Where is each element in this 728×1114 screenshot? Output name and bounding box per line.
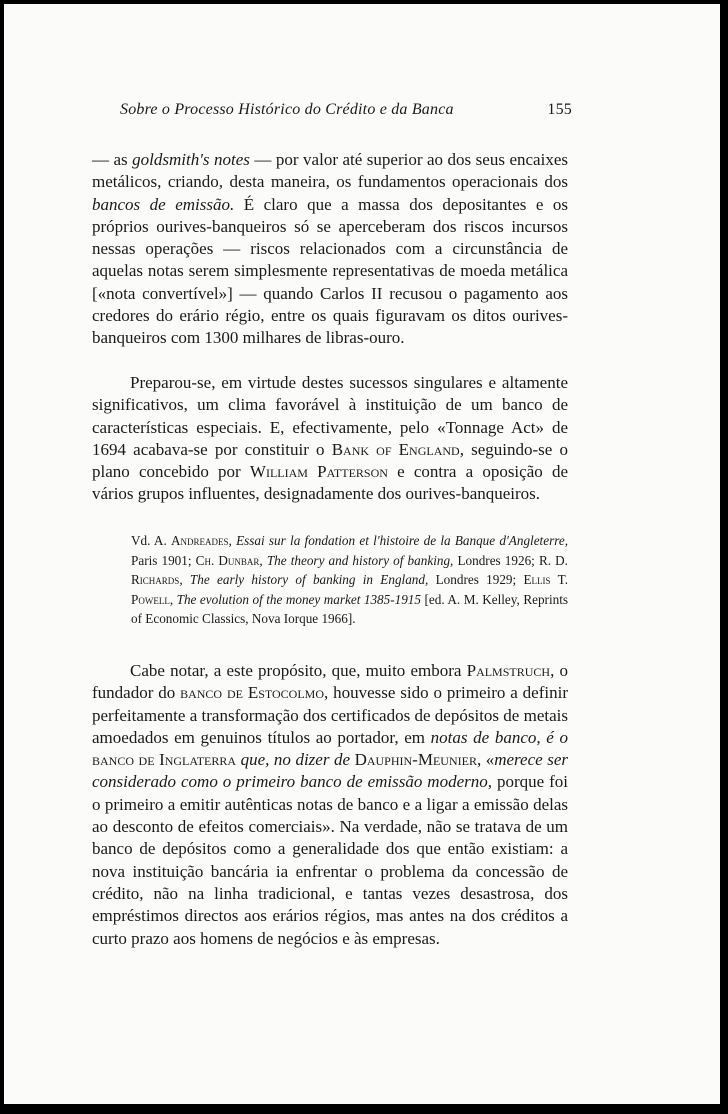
running-head: [120, 101, 572, 119]
note-work-title: The theory and history of banking,: [266, 552, 454, 568]
p1-text-2: — por valor até superior ao dos seus encaixes metálicos, criando, desta maneira, os fundamentos operacionais dos: [92, 150, 568, 192]
p1-italic-goldsmiths-notes: goldsmith's notes: [132, 150, 250, 169]
p2-smallcaps-william-patterson: William Patterson: [249, 462, 388, 482]
note-work-title: Essai sur la fondation et l'histoire de la Banque d'Angleterre,: [236, 533, 568, 548]
note-text: Londres 1926;: [453, 552, 539, 568]
note-text: ,: [259, 552, 267, 568]
note-text: ,: [179, 572, 190, 587]
p3-text: Cabe notar, a este propósito, que, muito embora: [130, 661, 467, 680]
p1-text-1: — as: [92, 150, 133, 169]
p3-italic-quote: merece ser considerado como o primeiro banco de emissão moderno,: [92, 750, 568, 792]
paragraph-1: [92, 149, 568, 350]
bibliographic-note: [131, 531, 568, 629]
p3-italic-que-no-dizer: que, no dizer de: [236, 750, 355, 770]
note-text: ,: [228, 533, 237, 548]
note-author: Andreades: [171, 533, 229, 548]
p2-smallcaps-bank-of-england: Bank of England: [331, 439, 460, 459]
note-text: Vd. A.: [131, 533, 172, 548]
p2-text-3: e contra a oposição de vários grupos influentes, designadamente dos ourives-banqueiros.: [92, 462, 568, 504]
note-author: R. D. Richards: [131, 552, 568, 587]
p3-text: porque foi o primeiro a emitir autênticas notas de banco e a ligar a emissão delas ao desconto de efeitos comerciais». Na verdade, não se tratava de um banco de depósitos como a generalidade dos que então existiam: a nova instituição bancária ia enfrentar o problema da concessão de crédito, não na linha tradicional, e tantas vezes desastrosa, dos empréstimos directos aos erários régios, mas antes na dos créditos a curto prazo aos homens de negócios e às empresas.: [92, 772, 569, 948]
note-work-title: The early history of banking in England,: [189, 572, 429, 587]
note-author: Ch. Dunbar: [195, 552, 260, 568]
p3-italic-notas-de-banco: notas de banco, é o: [430, 727, 568, 747]
note-text: Londres 1929;: [428, 572, 524, 587]
running-head-title: Sobre o Processo Histórico do Crédito e da Banca: [120, 101, 454, 118]
p3-smallcaps-banco-de-estocolmo: banco de Estocolmo: [180, 683, 324, 703]
note-text: Paris 1901;: [131, 552, 196, 568]
p3-text: , o fundador do: [92, 661, 568, 703]
p2-text-2: , seguindo-se o plano concebido por: [92, 439, 568, 482]
p3-text: , «: [476, 750, 495, 770]
p3-smallcaps-palmstruch: Palmstruch: [466, 661, 551, 680]
p3-smallcaps-dauphin-meunier: Dauphin-Meunier: [354, 750, 477, 770]
p3-text: , houvesse sido o primeiro a definir perfeitamente a transformação dos certificados de depósitos de metais amoedados em genuinos títulos ao portador, em: [92, 683, 568, 747]
note-text: [ed. A. M. Kelley, Reprints of Economic Classics, Nova Iorque 1966].: [131, 591, 569, 626]
p1-text-3: É claro que a massa dos depositantes e os próprios ourives-banqueiros só se aperceberam dos riscos incursos nessas operações — riscos relacionados com a circunstância de aquelas notas serem simplesmente representativas de moeda metálica [«nota convertível»] — quando Carlos II recusou o pagamento aos credores do erário régio, entre os quais figuravam os ditos ourives-banqueiros com 1300 milhares de libras-ouro.: [92, 194, 569, 348]
paragraph-3: [92, 660, 568, 950]
p3-smallcaps-banco-de-inglaterra: banco de Inglaterra: [92, 750, 237, 770]
page-number: 155: [547, 101, 572, 118]
book-page: [4, 4, 720, 1104]
p1-italic-bancos-de-emissao: bancos de emissão.: [92, 194, 235, 214]
note-text: ,: [169, 591, 177, 607]
note-work-title: The evolution of the money market 1385-1915: [176, 591, 421, 607]
note-author: Ellis T. Powell: [131, 572, 568, 607]
paragraph-2: [92, 372, 568, 506]
p2-text-1: Preparou-se, em virtude destes sucessos singulares e altamente significativos, um clima favorável à instituição de um banco de características especiais. E, efectivamente, pelo «Tonnage Act» de 1694 acabava-se por constituir o: [92, 373, 568, 459]
